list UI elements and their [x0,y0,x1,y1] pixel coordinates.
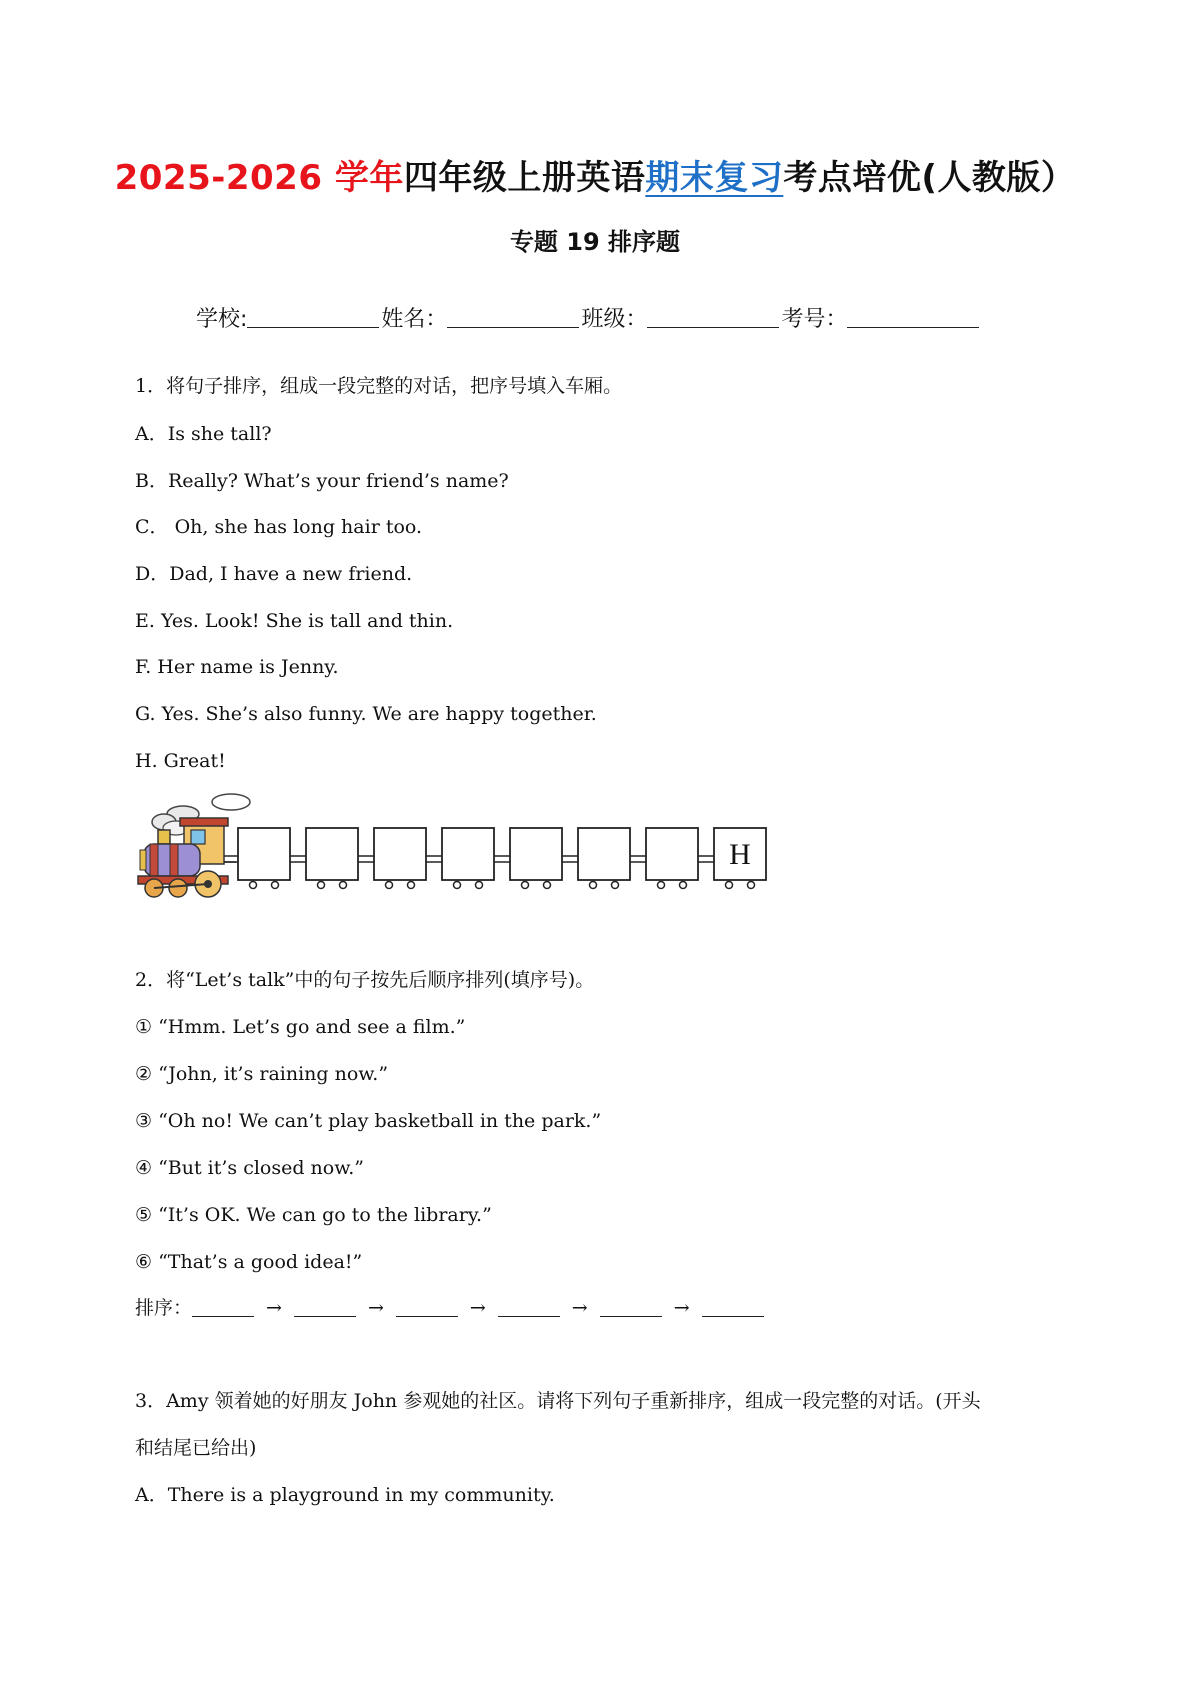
class-blank[interactable] [647,305,779,328]
q2-order-row [135,1295,764,1321]
q2-option: ⑥ “That’s a good idea!” [135,1251,363,1273]
q2-option: ② “John, it’s raining now.” [135,1063,389,1085]
train-car-2[interactable] [290,828,358,889]
q2-option: ④ “But it’s closed now.” [135,1157,364,1179]
name-blank[interactable] [447,305,579,328]
q2-option: ⑤ “It’s OK. We can go to the library.” [135,1204,492,1226]
school-label: 学校: [196,307,248,332]
order-blank-5[interactable] [600,1296,662,1317]
train-car-8 [698,828,766,889]
q3-option: A．There is a playground in my community. [135,1484,555,1506]
train-car-4[interactable] [426,828,494,889]
q1-option: A．Is she tall? [135,423,272,445]
number-blank[interactable] [847,305,979,328]
train-illustration [136,792,776,902]
order-blank-3[interactable] [396,1296,458,1317]
locomotive-icon [138,818,236,897]
student-info-row [196,302,981,333]
arrow-icon: → [673,1297,690,1319]
train-car-5[interactable] [494,828,562,889]
school-blank[interactable] [247,305,379,328]
order-blank-2[interactable] [294,1296,356,1317]
title-grade: 四年级上册英语 [403,158,646,198]
train-car-1[interactable] [224,828,290,889]
q3-prompt-line-1: 3．Amy 领着她的好朋友 John 参观她的社区。请将下列句子重新排序，组成一段完整的对话。(开头 [135,1390,981,1412]
last-car-letter: H [729,838,751,871]
q1-option: B．Really? What’s your friend’s name? [135,470,509,492]
title-review-link[interactable]: 期末复习 [645,158,784,198]
arrow-icon: → [367,1297,384,1319]
q1-option: E. Yes. Look! She is tall and thin. [135,610,454,632]
arrow-icon: → [469,1297,486,1319]
arrow-icon: → [266,1297,282,1319]
train-cars [224,828,766,889]
q1-prompt: 1．将句子排序，组成一段完整的对话，把序号填入车厢。 [135,375,623,397]
order-blank-4[interactable] [498,1296,560,1317]
q2-prompt: 2．将“Let’s talk”中的句子按先后顺序排列(填序号)。 [135,969,595,991]
class-label: 班级： [581,307,648,332]
order-blank-6[interactable] [702,1296,764,1317]
train-car-6[interactable] [562,828,630,889]
page-title [0,150,1190,199]
train-car-3[interactable] [358,828,426,889]
train-car-7[interactable] [630,828,698,889]
number-label: 考号： [781,307,848,332]
q1-option: D．Dad, I have a new friend. [135,563,413,585]
arrow-icon: → [571,1297,588,1319]
order-label: 排序： [135,1297,193,1319]
title-year: 2025-2026 学年 [114,158,404,198]
q1-option: H. Great! [135,750,226,772]
q2-option: ① “Hmm. Let’s go and see a film.” [135,1016,466,1038]
q2-option: ③ “Oh no! We can’t play basketball in the park.” [135,1110,602,1132]
name-label: 姓名： [381,307,448,332]
title-edition: 考点培优(人教版） [783,158,1076,198]
q3-prompt-line-2: 和结尾已给出) [135,1437,257,1459]
page-subtitle: 专题 19 排序题 [509,228,681,256]
q1-option: F. Her name is Jenny. [135,656,339,678]
order-blank-1[interactable] [192,1296,254,1317]
q1-option: C． Oh, she has long hair too. [135,516,423,538]
q1-option: G. Yes. She’s also funny. We are happy together. [135,703,597,725]
